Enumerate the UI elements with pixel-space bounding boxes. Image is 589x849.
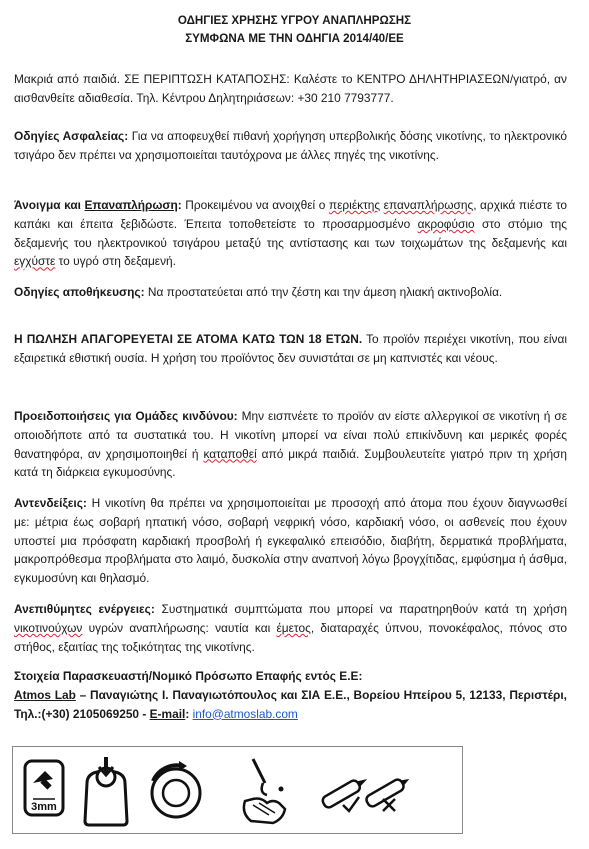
storage-paragraph <box>14 283 567 302</box>
refill-text-5: το υγρό στη δεξαμενή. <box>55 254 176 269</box>
tip-size-label: 3mm <box>31 801 57 813</box>
contact-details: – Παναγιώτης Ι. Παναγιωτόπουλος και ΣΙΑ Ε.Ε., Βορείου Ηπείρου 5, 12133, Περιστέρι, Τηλ.:(+30) 2105069250 - <box>14 687 567 721</box>
refill-heading-colon: : <box>177 198 182 212</box>
minors-heading: Η ΠΩΛΗΣΗ ΑΠΑΓΟΡΕΥΕΤΑΙ ΣΕ ΑΤΟΜΑ ΚΑΤΩ ΤΩΝ 18 ΕΤΩΝ. <box>14 332 363 346</box>
contraindications-text: Η νικοτίνη θα πρέπει να χρησιμοποιείται με προσοχή από άτομα που έχουν διαγνωσθεί με: μέτρια έως σοβαρή ηπατική νόσο, σοβαρή νεφρική νόσο, καρδιακή νόσο, οι ασθενείς που έχουν υποστεί μια πρόσφατη καρδιακή προσβολή ή εγκεφαλικό επεισόδιο, διαβήτη, δερματικά προβλήματα, μακροπρόθεσμα προβλήματα στο λαιμό, δυσκολία στην αναπνοή λόγω βρογχίτιδας, εμφύσημα ή άσθμα, εγκυμοσύνη και θηλασμό. <box>14 496 567 586</box>
risk-groups-paragraph <box>14 407 567 482</box>
side-effects-text-2: υγρών αναπλήρωσης: ναυτία και <box>82 620 277 635</box>
storage-heading: Οδηγίες αποθήκευσης: <box>14 285 145 299</box>
refill-paragraph <box>14 196 567 271</box>
side-effects-heading: Ανεπιθύμητες ενέργειες: <box>14 602 155 616</box>
contact-email-label: E-mail <box>149 706 186 721</box>
contact-paragraph <box>14 667 567 723</box>
risk-groups-text-1: Μην εισπνέετε το προϊόν αν είστε αλλεργικοί σε νικοτίνη ή σε οποιοδήποτε από τα συστατικά του. Η νικοτίνη μπορεί να είναι πολύ επικίνδυνη και μερικές φορές θανατηφόρα, αν χρησιμοποιηθεί ή <box>14 409 568 461</box>
contraindications-heading: Αντενδείξεις: <box>14 496 87 510</box>
risk-groups-word-swallowed: καταποθεί <box>203 446 257 461</box>
refill-text-3: , αρχικά πιέστε το καπάκι και έπειτα ξεβιδώστε. Έπειτα τοποθετείστε το προσαρμοσμένο <box>14 198 567 231</box>
refill-word-inject: εγχύστε <box>14 254 56 269</box>
refill-text-1: Προκειμένου να ανοιχθεί ο <box>181 198 329 212</box>
side-effects-word-vomiting: έμετος <box>276 620 311 635</box>
refill-text-4: στο στόμιο της δεξαμενής του ηλεκτρονικού τσιγάρου μεταξύ της αντίστασης και των τοιχωμάτων της δεξαμενής και <box>14 216 568 250</box>
side-effects-text-3: , διαταραχές ύπνου, πονοκέφαλος, πόνος στο στήθος, εξαιτίας της τοξικότητας της νικοτίνης. <box>14 620 567 654</box>
risk-groups-heading: Προειδοποιήσεις για Ομάδες κινδύνου: <box>14 409 238 423</box>
safety-heading: Οδηγίες Ασφαλείας: <box>14 129 129 143</box>
safety-text: Για να αποφευχθεί πιθανή χορήγηση υπερβολικής δόσης νικοτίνης, το ηλεκτρονικό τσιγάρο δεν πρέπει να χρησιμοποιείται ταυτόχρονα με άλλες πηγές της νικοτίνης. <box>14 129 567 162</box>
pictogram-strip <box>12 746 463 834</box>
contact-email-colon: : <box>185 706 193 721</box>
side-effects-paragraph <box>14 600 567 656</box>
insert-nozzle-icon <box>313 753 413 829</box>
refill-word-refill: επαναπλήρωσης <box>383 198 474 212</box>
refill-heading-b: Επαναπλήρωση <box>84 198 178 212</box>
unscrew-cap-icon <box>143 753 209 829</box>
minors-text: Το προϊόν περιέχει νικοτίνη, που είναι εξαιρετικά εθιστική ουσία. Η χρήση του προϊόντος δεν συνιστάται σε μη καπνιστές και νέους. <box>14 332 567 365</box>
refill-heading-a: Άνοιγμα και <box>14 198 81 212</box>
contraindications-paragraph <box>14 494 567 588</box>
document-title <box>0 12 589 48</box>
refill-word-container: περιέκτης <box>328 198 381 212</box>
side-effects-text-1: Συστηματικά συμπτώματα που μπορεί να παρατηρηθούν κατά τη χρήση <box>154 602 567 616</box>
contact-email-link[interactable]: info@atmoslab.com <box>192 706 298 721</box>
risk-groups-text-2: από μικρά παιδιά. Συμβουλευτείτε γιατρό πριν τη χρήση κατά τη διάρκεια εγκυμοσύνης. <box>14 446 568 480</box>
storage-text: Να προστατεύεται από την ζέστη και την άμεση ηλιακή ακτινοβολία. <box>144 285 503 299</box>
warning-paragraph <box>14 70 567 108</box>
contact-heading: Στοιχεία Παρασκευαστή/Νομικό Πρόσωπο Επαφής εντός Ε.Ε: <box>14 669 363 683</box>
child-lock-icon <box>19 753 69 827</box>
warning-text: Μακριά από παιδιά. ΣΕ ΠΕΡΙΠΤΩΣΗ ΚΑΤΑΠΟΣΗΣ: Καλέστε το ΚΕΝΤΡΟ ΔΗΛΗΤΗΡΙΑΣΕΩΝ/γιατρό, αν αισθανθείτε αδιαθεσία. Τηλ. Κέντρου Δηλητηριάσεων: +30 210 7793777. <box>14 72 567 105</box>
refill-word-nozzle: ακροφύσιο <box>417 216 475 231</box>
press-cap-icon <box>75 753 137 829</box>
drip-into-hand-icon <box>233 753 297 829</box>
minors-paragraph <box>14 330 567 368</box>
contact-company: Atmos Lab <box>14 687 76 702</box>
title-line-1: ΟΔΗΓΙΕΣ ΧΡΗΣΗΣ ΥΓΡΟΥ ΑΝΑΠΛΗΡΩΣΗΣ <box>177 14 412 27</box>
safety-paragraph <box>14 127 567 165</box>
title-line-2: ΣΥΜΦΩΝΑ ΜΕ ΤΗΝ ΟΔΗΓΙΑ 2014/40/ΕΕ <box>185 32 404 45</box>
side-effects-word-nicotine: νικοτινούχων <box>14 620 83 635</box>
